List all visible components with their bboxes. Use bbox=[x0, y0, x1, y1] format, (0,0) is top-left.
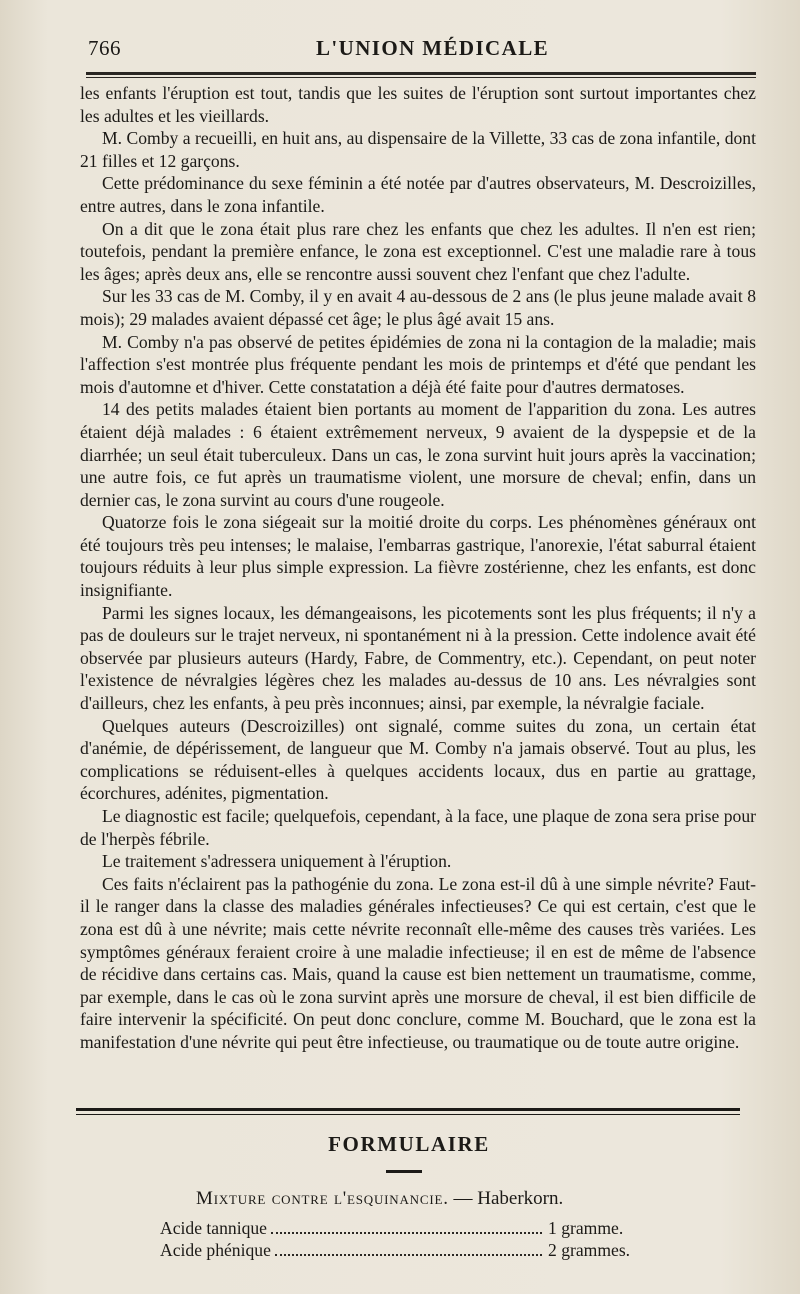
ingredient-name: Acide phénique bbox=[160, 1240, 271, 1260]
paragraph: Quelques auteurs (Descroizilles) ont signalé, comme suites du zona, un certain état d'anémie, de dépérissement, de langueur que M. Comby n'a jamais observé. Tout au plus, les complications se réduisent-elles à quelques accidents locaux, dus en partie au grattage, écorchures, adénites, pigmentation. bbox=[80, 715, 756, 804]
article-body bbox=[80, 82, 756, 1054]
heading-underline bbox=[386, 1170, 422, 1173]
paragraph: Le traitement s'adressera uniquement à l'éruption. bbox=[102, 851, 452, 872]
page-number: 766 bbox=[88, 36, 121, 60]
header-rule bbox=[86, 72, 756, 78]
leader-dots bbox=[275, 1254, 542, 1256]
ingredient-row bbox=[160, 1218, 640, 1240]
ingredient-quantity: 1 gramme. bbox=[548, 1218, 624, 1238]
section-separator-rule bbox=[76, 1108, 740, 1115]
paragraph: les enfants l'éruption est tout, tandis que les suites de l'éruption sont surtout importantes chez les adultes et les vieillards. bbox=[80, 83, 756, 126]
paragraph: M. Comby a recueilli, en huit ans, au dispensaire de la Villette, 33 cas de zona infantile, dont 21 filles et 12 garçons. bbox=[80, 128, 756, 171]
journal-title: L'UNION MÉDICALE bbox=[316, 36, 550, 60]
ingredient-quantity: 2 grammes. bbox=[548, 1240, 631, 1260]
paragraph: Sur les 33 cas de M. Comby, il y en avait 4 au-dessous de 2 ans (le plus jeune malade avait 8 mois); 29 malades avaient dépassé cet âge; le plus âgé avait 15 ans. bbox=[80, 286, 756, 329]
ingredient-list bbox=[160, 1218, 640, 1262]
paragraph: 14 des petits malades étaient bien portants au moment de l'apparition du zona. Les autres étaient déjà malades : 6 étaient extrêmement nerveux, 9 avaient de la dyspepsie et de la diarrhée; un seul était tuberculeux. Dans un cas, le zona survint huit jours après la vaccination; une autre fois, ce fut après un traumatisme violent, une morsure de cheval; enfin, dans un dernier cas, le zona survint au cours d'une rougeole. bbox=[80, 399, 756, 510]
recipe-title bbox=[196, 1188, 563, 1210]
paragraph: Le diagnostic est facile; quelquefois, cependant, à la face, une plaque de zona sera prise pour de l'herpès fébrile. bbox=[80, 806, 756, 849]
paragraph: Ces faits n'éclairent pas la pathogénie du zona. Le zona est-il dû à une simple névrite? Faut-il le ranger dans la classe des maladies générales infectieuses? Ce qui est certain, c'est que le zona est dû à une névrite; mais cette névrite reconnaît elle-même des causes très variées. Les symptômes généraux feraient croire à une maladie infectieuse; il en est de même de l'absence de récidive dans certains cas. Mais, quand la cause est bien nettement un traumatisme, comme, par exemple, dans le cas où le zona survint après une morsure de cheval, il est bien difficile de faire intervenir la spécificité. On peut donc conclure, comme M. Bouchard, que le zona est la manifestation d'une névrite qui peut être infectieuse, ou traumatique ou de toute autre origine. bbox=[80, 873, 756, 1052]
formulaire-heading: FORMULAIRE bbox=[328, 1132, 490, 1156]
paragraph: On a dit que le zona était plus rare chez les enfants que chez les adultes. Il n'en est rien; toutefois, pendant la première enfance, le zona est exceptionnel. C'est une maladie rare à tous les âges; après deux ans, elle se rencontre aussi souvent chez l'enfant que chez l'adulte. bbox=[80, 218, 756, 284]
recipe-author: — Haberkorn. bbox=[453, 1188, 564, 1209]
recipe-name: Mixture contre l'esquinancie. bbox=[196, 1188, 449, 1209]
paragraph: Cette prédominance du sexe féminin a été notée par d'autres observateurs, M. Descroizilles, entre autres, dans le zona infantile. bbox=[80, 173, 756, 216]
leader-dots bbox=[271, 1232, 542, 1234]
ingredient-row bbox=[160, 1240, 640, 1262]
paragraph: M. Comby n'a pas observé de petites épidémies de zona ni la contagion de la maladie; mais l'affection s'est montrée plus fréquente pendant les mois de printemps et d'été que pendant les mois d'automne et d'hiver. Cette constatation a déjà été faite pour d'autres dermatoses. bbox=[80, 331, 756, 397]
ingredient-name: Acide tannique bbox=[160, 1218, 267, 1238]
paragraph: Parmi les signes locaux, les démangeaisons, les picotements sont les plus fréquents; il n'y a pas de douleurs sur le trajet nerveux, ni spontanément ni à la pression. Cette indolence avait été observée par plusieurs auteurs (Hardy, Fabre, de Commentry, etc.). Cependant, on peut noter l'existence de névralgies légères chez les malades au-dessus de 10 ans. Les névralgies sont d'ailleurs, chez les enfants, à peu près inconnues; ainsi, par exemple, la névralgie faciale. bbox=[80, 602, 756, 714]
paragraph: Quatorze fois le zona siégeait sur la moitié droite du corps. Les phénomènes généraux ont été toujours très peu intenses; le malaise, l'embarras gastrique, l'anorexie, l'état saburral étaient toujours réduits à leur plus simple expression. La fièvre zostérienne, chez les enfants, est donc insignifiante. bbox=[80, 512, 756, 601]
running-header bbox=[0, 30, 800, 70]
